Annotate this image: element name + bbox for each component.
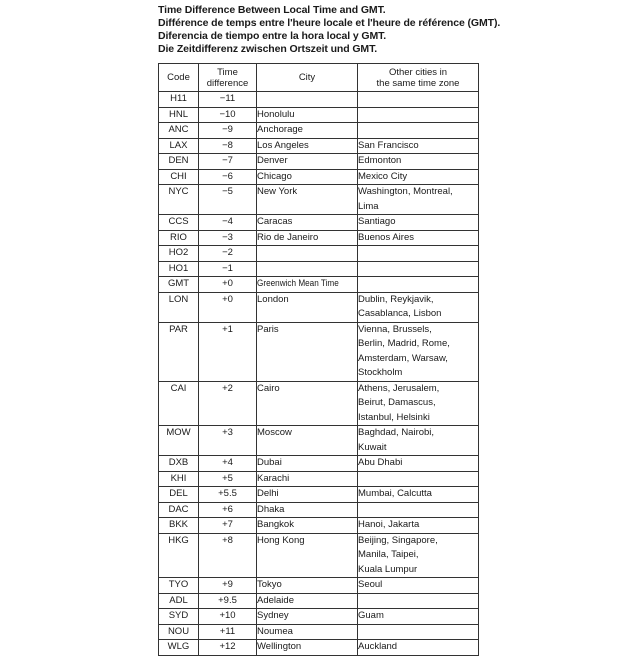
cell-city <box>257 246 358 262</box>
cell-city-text: Tokyo <box>257 579 282 590</box>
table-row <box>159 107 479 123</box>
cell-city <box>257 471 358 487</box>
cell-city <box>257 518 358 534</box>
cell-time-difference-text: −5 <box>222 186 233 197</box>
other-cities-line: Abu Dhabi <box>358 457 403 468</box>
other-cities-line: Athens, Jerusalem, <box>358 382 440 394</box>
cell-other-cities <box>358 426 479 456</box>
cell-time-difference <box>199 533 257 578</box>
title-english: Time Difference Between Local Time and GMT. <box>158 4 386 16</box>
cell-time-difference-text: +5 <box>222 472 233 484</box>
cell-other-cities <box>358 261 479 277</box>
cell-time-difference-text: −10 <box>219 108 236 120</box>
cell-other-cities <box>358 578 479 594</box>
cell-city <box>257 609 358 625</box>
column-header-code <box>159 64 199 92</box>
cell-city-text: Hong Kong <box>257 534 305 546</box>
other-cities-line: Dublin, Reykjavik, <box>358 293 434 305</box>
cell-city <box>257 138 358 154</box>
cell-time-difference <box>199 261 257 277</box>
cell-other-cities <box>358 322 479 381</box>
cell-city-text: Cairo <box>257 382 280 394</box>
cell-code <box>159 138 199 154</box>
cell-time-difference <box>199 640 257 656</box>
cell-time-difference <box>199 322 257 381</box>
title-french: Différence de temps entre l'heure locale et l'heure de référence (GMT). <box>158 17 501 29</box>
cell-code-text: LAX <box>169 139 188 151</box>
column-header-other-cities <box>358 64 479 92</box>
cell-time-difference <box>199 578 257 594</box>
cell-code <box>159 322 199 381</box>
column-header-difference-label: difference <box>206 77 249 89</box>
other-cities-line: Berlin, Madrid, Rome, <box>358 338 450 349</box>
cell-code <box>159 593 199 609</box>
other-cities-line: Washington, Montreal, <box>358 186 453 197</box>
cell-code-text: DEN <box>168 155 189 166</box>
cell-time-difference <box>199 107 257 123</box>
cell-other-cities <box>358 246 479 262</box>
cell-code-text: CCS <box>168 216 189 227</box>
table-row <box>159 593 479 609</box>
cell-other-cities <box>358 154 479 170</box>
cell-time-difference-text: +9 <box>222 579 233 590</box>
cell-time-difference <box>199 518 257 534</box>
table-row <box>159 471 479 487</box>
cell-time-difference <box>199 624 257 640</box>
other-cities-line: Buenos Aires <box>358 231 414 243</box>
cell-code-text: RIO <box>170 231 187 243</box>
cell-time-difference <box>199 185 257 215</box>
cell-time-difference-text: −9 <box>222 124 233 135</box>
table-row <box>159 185 479 215</box>
cell-time-difference <box>199 246 257 262</box>
cell-city <box>257 593 358 609</box>
cell-code <box>159 92 199 108</box>
cell-other-cities <box>358 292 479 322</box>
cell-code-text: CHI <box>170 170 187 182</box>
cell-other-cities <box>358 456 479 472</box>
document-header <box>158 4 628 56</box>
cell-city-text: Greenwich Mean Time <box>257 278 339 289</box>
cell-other-cities <box>358 518 479 534</box>
cell-city <box>257 123 358 139</box>
cell-city-text: Moscow <box>257 427 292 438</box>
other-cities-line: Manila, Taipei, <box>358 549 419 560</box>
cell-time-difference <box>199 471 257 487</box>
cell-code-text: HNL <box>168 108 188 120</box>
table-row <box>159 518 479 534</box>
cell-city <box>257 92 358 108</box>
cell-city <box>257 381 358 426</box>
table-row <box>159 230 479 246</box>
other-cities-line: Auckland <box>358 641 398 652</box>
cell-code <box>159 107 199 123</box>
cell-other-cities <box>358 92 479 108</box>
cell-code-text: ADL <box>169 594 188 606</box>
other-cities-line: Mexico City <box>358 170 408 182</box>
cell-code <box>159 533 199 578</box>
cell-city <box>257 624 358 640</box>
cell-code <box>159 456 199 472</box>
cell-time-difference <box>199 593 257 609</box>
cell-time-difference-text: +2 <box>222 382 233 394</box>
table-row <box>159 123 479 139</box>
other-cities-line: Kuala Lumpur <box>358 563 418 575</box>
cell-city-text: Dubai <box>257 457 282 468</box>
cell-time-difference-text: +6 <box>222 503 233 515</box>
cell-time-difference-text: +0 <box>222 278 233 289</box>
cell-other-cities <box>358 624 479 640</box>
column-header-other-label-2: the same time zone <box>376 77 460 89</box>
cell-city <box>257 154 358 170</box>
cell-code-text: NYC <box>168 186 189 197</box>
cell-code <box>159 381 199 426</box>
cell-time-difference-text: −3 <box>222 231 233 243</box>
other-cities-line: San Francisco <box>358 139 419 151</box>
other-cities-line: Beijing, Singapore, <box>358 534 438 546</box>
cell-city-text: Anchorage <box>257 124 303 135</box>
cell-code-text: HO1 <box>168 262 189 274</box>
cell-code <box>159 426 199 456</box>
cell-code-text: DXB <box>168 457 189 468</box>
table-body <box>159 92 479 656</box>
cell-city <box>257 277 358 293</box>
cell-code-text: DEL <box>169 488 188 499</box>
cell-code-text: KHI <box>170 472 187 484</box>
cell-time-difference-text: +12 <box>219 641 236 652</box>
cell-code <box>159 261 199 277</box>
table-row <box>159 578 479 594</box>
cell-code-text: NOU <box>167 625 190 637</box>
cell-time-difference-text: −7 <box>222 155 233 166</box>
cell-other-cities <box>358 533 479 578</box>
cell-city <box>257 322 358 381</box>
other-cities-line: Casablanca, Lisbon <box>358 308 442 319</box>
other-cities-line: Baghdad, Nairobi, <box>358 427 435 438</box>
cell-city-text: Denver <box>257 155 288 166</box>
cell-code-text: GMT <box>167 278 190 289</box>
other-cities-line: Stockholm <box>358 367 403 378</box>
table-row <box>159 138 479 154</box>
cell-time-difference-text: +3 <box>222 427 233 438</box>
cell-city <box>257 107 358 123</box>
other-cities-line: Amsterdam, Warsaw, <box>358 352 448 364</box>
table-row <box>159 215 479 231</box>
cell-other-cities <box>358 107 479 123</box>
cell-city-text: Honolulu <box>257 108 295 120</box>
cell-time-difference-text: −6 <box>222 170 233 182</box>
cell-city <box>257 292 358 322</box>
cell-other-cities <box>358 169 479 185</box>
cell-city <box>257 456 358 472</box>
other-cities-line: Santiago <box>358 216 396 227</box>
column-header-city <box>257 64 358 92</box>
cell-time-difference <box>199 502 257 518</box>
table-row <box>159 381 479 426</box>
cell-city <box>257 426 358 456</box>
cell-city-text: Rio de Janeiro <box>257 231 319 243</box>
cell-other-cities <box>358 502 479 518</box>
cell-code <box>159 518 199 534</box>
cell-time-difference <box>199 154 257 170</box>
cell-time-difference-text: −8 <box>222 139 233 151</box>
table-row <box>159 456 479 472</box>
table-row <box>159 154 479 170</box>
other-cities-line: Lima <box>358 200 379 212</box>
cell-other-cities <box>358 215 479 231</box>
cell-city <box>257 640 358 656</box>
cell-code <box>159 277 199 293</box>
cell-code-text: MOW <box>166 427 191 438</box>
cell-city-text: Adelaide <box>257 594 294 606</box>
cell-time-difference <box>199 230 257 246</box>
cell-city-text: Wellington <box>257 641 302 652</box>
cell-code <box>159 123 199 139</box>
cell-time-difference <box>199 487 257 503</box>
other-cities-line: Guam <box>358 610 384 621</box>
cell-city-text: Delhi <box>257 488 279 499</box>
cell-city-text: Bangkok <box>257 519 294 530</box>
cell-code-text: ANC <box>168 124 189 135</box>
cell-code <box>159 624 199 640</box>
cell-time-difference <box>199 92 257 108</box>
cell-city <box>257 215 358 231</box>
table-row <box>159 169 479 185</box>
cell-time-difference-text: +4 <box>222 457 233 468</box>
cell-time-difference-text: +7 <box>222 519 233 530</box>
table-row <box>159 502 479 518</box>
cell-time-difference-text: −2 <box>222 247 233 258</box>
cell-city-text: Los Angeles <box>257 139 309 151</box>
table-row <box>159 624 479 640</box>
cell-city <box>257 185 358 215</box>
cell-time-difference <box>199 277 257 293</box>
column-header-code-label: Code <box>167 72 190 83</box>
cell-time-difference-text: −1 <box>222 262 233 274</box>
column-header-city-label: City <box>298 72 316 83</box>
cell-code <box>159 230 199 246</box>
cell-time-difference-text: +1 <box>222 323 233 335</box>
cell-city-text: Chicago <box>257 170 292 182</box>
table-row <box>159 292 479 322</box>
cell-code-text: LON <box>168 293 189 305</box>
cell-city-text: New York <box>257 186 298 197</box>
cell-code <box>159 487 199 503</box>
other-cities-line: Istanbul, Helsinki <box>358 411 430 423</box>
cell-city-text: Karachi <box>257 472 290 484</box>
table-row <box>159 533 479 578</box>
cell-code <box>159 609 199 625</box>
other-cities-line: Hanoi, Jakarta <box>358 519 420 530</box>
table-row <box>159 261 479 277</box>
cell-time-difference <box>199 123 257 139</box>
cell-city-text: Caracas <box>257 216 293 227</box>
other-cities-line: Edmonton <box>358 155 402 166</box>
table-row <box>159 277 479 293</box>
cell-code <box>159 502 199 518</box>
cell-code-text: HO2 <box>168 247 189 258</box>
table-row <box>159 322 479 381</box>
cell-code <box>159 246 199 262</box>
table-row <box>159 426 479 456</box>
cell-time-difference <box>199 609 257 625</box>
cell-code <box>159 292 199 322</box>
cell-time-difference <box>199 169 257 185</box>
table-row <box>159 487 479 503</box>
cell-code-text: TYO <box>168 579 189 590</box>
other-cities-line: Mumbai, Calcutta <box>358 488 432 499</box>
cell-time-difference-text: +8 <box>222 534 233 546</box>
cell-city <box>257 261 358 277</box>
cell-other-cities <box>358 487 479 503</box>
table-row <box>159 640 479 656</box>
column-header-other-label-1: Other cities in <box>388 66 448 78</box>
other-cities-line: Kuwait <box>358 441 387 453</box>
cell-code <box>159 169 199 185</box>
cell-time-difference-text: +11 <box>219 625 236 637</box>
cell-time-difference-text: +0 <box>222 293 233 305</box>
cell-city-text: Sydney <box>257 610 289 621</box>
cell-time-difference <box>199 215 257 231</box>
cell-code <box>159 578 199 594</box>
cell-city <box>257 230 358 246</box>
cell-code <box>159 185 199 215</box>
cell-city-text: Paris <box>257 323 279 335</box>
column-header-time-label: Time <box>217 66 238 78</box>
cell-code-text: CAI <box>170 382 187 394</box>
cell-code <box>159 640 199 656</box>
cell-other-cities <box>358 381 479 426</box>
cell-other-cities <box>358 471 479 487</box>
cell-code-text: HKG <box>168 534 189 546</box>
header-row <box>159 64 479 92</box>
cell-other-cities <box>358 277 479 293</box>
cell-code <box>159 215 199 231</box>
cell-code-text: H11 <box>170 93 187 104</box>
cell-code <box>159 154 199 170</box>
cell-time-difference-text: +5.5 <box>218 488 237 499</box>
cell-city-text: London <box>257 293 289 305</box>
cell-code-text: SYD <box>168 610 189 621</box>
cell-other-cities <box>358 123 479 139</box>
cell-code <box>159 471 199 487</box>
cell-time-difference-text: −4 <box>222 216 233 227</box>
cell-city <box>257 578 358 594</box>
cell-other-cities <box>358 640 479 656</box>
time-zone-table <box>158 63 479 656</box>
table-row <box>159 246 479 262</box>
cell-time-difference <box>199 456 257 472</box>
cell-code-text: WLG <box>167 641 190 652</box>
table-row <box>159 609 479 625</box>
cell-city <box>257 502 358 518</box>
cell-other-cities <box>358 609 479 625</box>
column-header-time-difference <box>199 64 257 92</box>
cell-city-text: Dhaka <box>257 503 285 515</box>
table-row <box>159 92 479 108</box>
title-german: Die Zeitdifferenz zwischen Ortszeit und GMT. <box>158 43 378 55</box>
table-header <box>159 64 479 92</box>
cell-time-difference-text: −11 <box>219 93 236 104</box>
cell-city <box>257 169 358 185</box>
cell-time-difference <box>199 292 257 322</box>
other-cities-line: Seoul <box>358 579 383 590</box>
other-cities-line: Vienna, Brussels, <box>358 323 432 335</box>
cell-code-text: BKK <box>168 519 188 530</box>
cell-time-difference-text: +10 <box>219 610 236 621</box>
cell-other-cities <box>358 230 479 246</box>
cell-other-cities <box>358 185 479 215</box>
other-cities-line: Beirut, Damascus, <box>358 397 436 408</box>
title-spanish: Diferencia de tiempo entre la hora local y GMT. <box>158 30 387 42</box>
cell-code-text: PAR <box>169 323 188 335</box>
cell-city-text: Noumea <box>257 625 293 637</box>
cell-time-difference-text: +9.5 <box>218 594 237 606</box>
cell-time-difference <box>199 138 257 154</box>
cell-city <box>257 487 358 503</box>
cell-time-difference <box>199 426 257 456</box>
cell-code-text: DAC <box>168 503 189 515</box>
cell-other-cities <box>358 593 479 609</box>
cell-other-cities <box>358 138 479 154</box>
cell-city <box>257 533 358 578</box>
cell-time-difference <box>199 381 257 426</box>
